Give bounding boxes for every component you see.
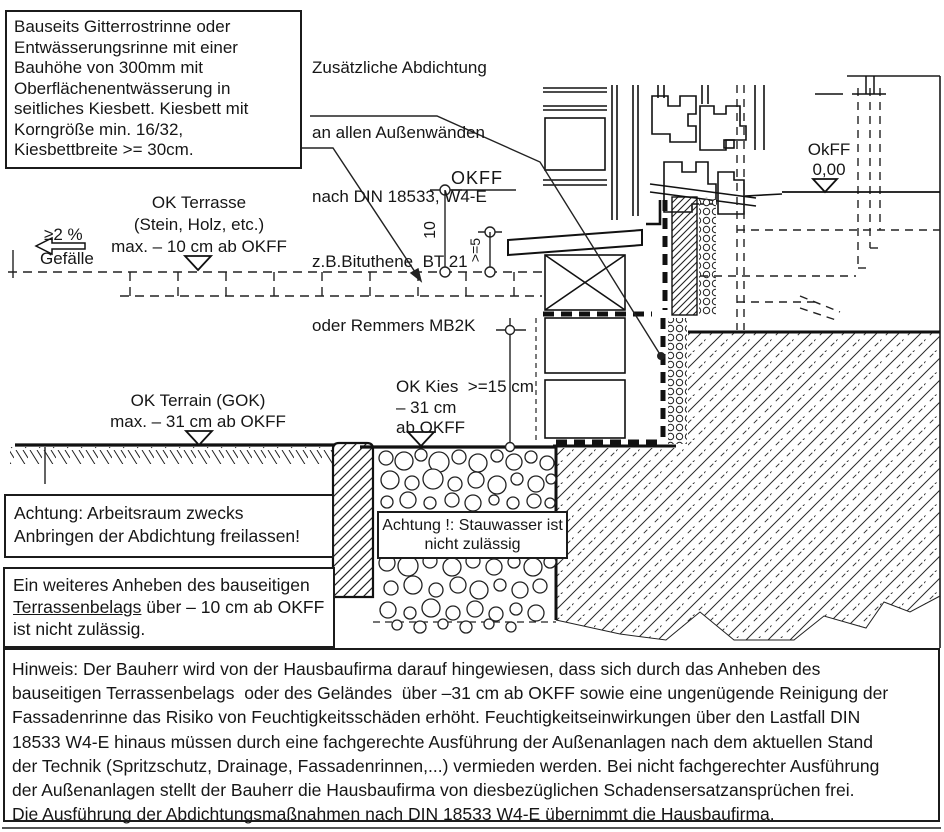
sealing-note-line: nach DIN 18533, W4-E [312, 187, 487, 206]
level-label-terrain-line: max. – 31 cm ab OKFF [110, 412, 286, 431]
sealing-note-line: an allen Außenwänden [312, 122, 485, 142]
hidden-dashed-lines [700, 85, 940, 330]
arbeitsraum-line: Anbringen der Abdichtung freilassen! [14, 526, 301, 546]
level-label-kies [396, 377, 556, 439]
anheben-warning-box [3, 567, 335, 648]
level-label-terrasse-line: max. – 10 cm ab OKFF [111, 237, 287, 256]
level-marker-okff [813, 179, 837, 192]
sealing-note [312, 14, 556, 358]
okff-zero-label [799, 140, 859, 180]
gutter-note-line: Entwässerungsrinne mit einer [14, 37, 238, 57]
drainage-pebbles-lower [668, 318, 687, 444]
hinweis-line: der Außenanlagen stellt der Bauherr die Hausbaufirma von diesbezüglichen Schadensersatzansprüchen frei. [12, 780, 855, 801]
slope-name-label: Gefälle [40, 249, 94, 268]
insulation-hatch [672, 197, 697, 315]
sealing-note-line: oder Remmers MB2K [312, 316, 476, 335]
anheben-line: Ein weiteres Anheben des bauseitigen [13, 575, 310, 595]
arbeitsraum-warning-box [4, 494, 334, 558]
sealing-note-line: z.B.Bituthene BT 21 [312, 251, 468, 271]
gutter-note-line: seitliches Kiesbett. Kiesbett mit [14, 99, 249, 118]
hinweis-line: Fassadenrinne das Risiko von Feuchtigkeitsschäden erhöht. Feuchtigkeitseinwirkungen über den Lastfall DIN [12, 707, 861, 728]
level-label-terrain [100, 390, 296, 432]
arbeitsraum-line: Achtung: Arbeitsraum zwecks [14, 503, 244, 523]
level-label-kies-line: ab OKFF [396, 418, 465, 437]
wall-blocks [545, 318, 625, 438]
okff-zero-line: 0,00 [812, 160, 846, 179]
okff-zero-line: OkFF [807, 140, 851, 159]
stauwasser-warning-box [377, 511, 568, 559]
hinweis-note-box [3, 648, 940, 825]
level-marker-terrain [186, 431, 212, 445]
stauwasser-line: Achtung !: Stauwasser ist [382, 517, 563, 534]
gutter-note-line: Oberflächenentwässerung in [14, 78, 231, 98]
soil-mass [553, 332, 940, 640]
gutter-note-line: Korngröße min. 16/32, [14, 119, 184, 139]
gutter-note-line: Bauseits Gitterrostrinne oder [14, 17, 231, 36]
level-label-terrasse [103, 192, 295, 258]
level-label-terrasse-line: (Stein, Holz, etc.) [133, 215, 265, 234]
anheben-line [13, 596, 333, 618]
level-label-kies-line: – 31 cm [396, 397, 457, 417]
hinweis-line: bauseitigen Terrassenbelags oder des Geländes über –31 cm ab OKFF sowie eine ungenügende Reinigung der [12, 683, 889, 704]
terrain-line [10, 445, 334, 484]
timber-blocking-x [545, 255, 625, 310]
wall-top-cap [815, 76, 886, 94]
anheben-line: ist nicht zulässig. [13, 619, 146, 639]
gutter-note-box [5, 10, 302, 169]
slope-value-label: ≥2 % [44, 225, 83, 244]
level-label-terrain-line: OK Terrain (GOK) [130, 391, 266, 410]
dimension-ge5-label: >=5 [467, 237, 483, 263]
hinweis-line: Hinweis: Der Bauherr wird von der Hausbaufirma darauf hingewiesen, dass sich durch das Anheben des [12, 659, 821, 679]
sealing-note-line: Zusätzliche Abdichtung [312, 58, 487, 77]
gutter-note-line: Kiesbettbreite >= 30cm. [14, 140, 194, 159]
anheben-underlined-word: Terrassenbelags [13, 597, 142, 617]
hinweis-line: der Technik (Spritzschutz, Drainage, Fassadenrinnen,...) vermieden werden. Bei nicht fachgerechter Ausführung [12, 755, 880, 776]
stauwasser-line: nicht zulässig [424, 536, 521, 553]
hinweis-line: 18533 W4-E hinaus müssen durch eine fachgerechte Ausführung der Außenanlagen nach dem aktuellen Stand [12, 731, 873, 752]
excavation-strip [333, 443, 373, 597]
hinweis-line: Die Ausführung der Abdichtungsmaßnahmen nach DIN 18533 W4-E übernimmt die Hausbaufirma. [12, 804, 775, 825]
anheben-line-rest: über – 10 cm ab OKFF [141, 597, 325, 617]
gutter-note-line: Bauhöhe von 300mm mit [14, 58, 203, 77]
level-label-terrasse-line: OK Terrasse [151, 193, 247, 212]
level-marker-terrasse [185, 256, 211, 270]
okff-dimension-label: OKFF [451, 168, 503, 188]
dimension-10-label: 10 [422, 221, 439, 239]
drainage-pebbles-upper [699, 197, 716, 315]
level-label-kies-line: OK Kies >=15 cm [396, 377, 534, 396]
